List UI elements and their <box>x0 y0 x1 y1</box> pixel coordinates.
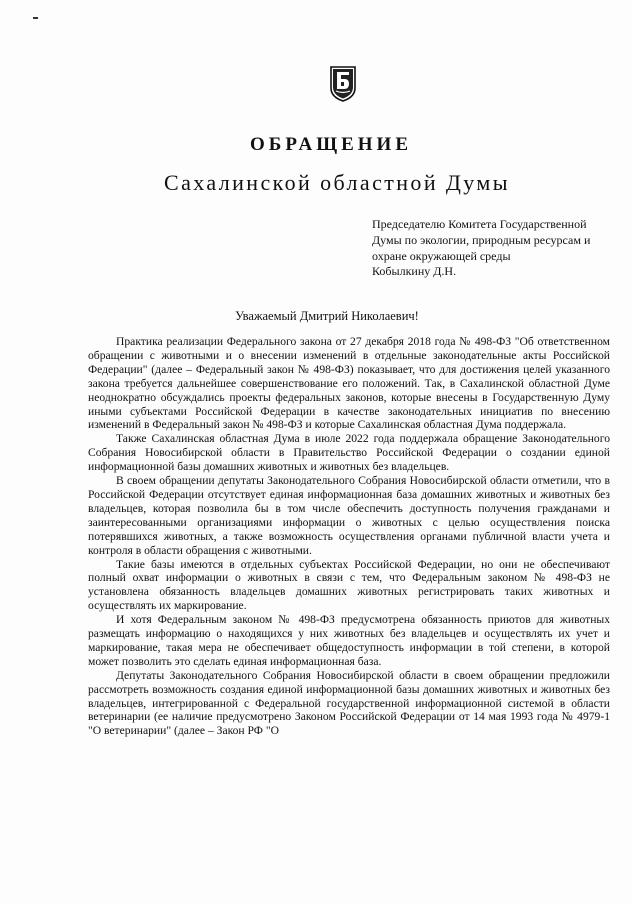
scan-mark <box>33 17 38 19</box>
paragraph: Практика реализации Федерального закона от 27 декабря 2018 года № 498-ФЗ "Об ответственном обращении с животными и о внесении изменений в отдельные законодательные акты Российской Федерации" (далее – Федеральный закон № 498-ФЗ) показывает, что для достижения целей указанного закона требуется дальнейшее совершенствование его положений. Так, в Сахалинской областной Думе неоднократно обсуждались проекты федеральных законов, которые внесены в Государственную Думу иными субъектами Российской Федерации в качестве законодательных инициатив по внесению изменений в Федеральный закон № 498-ФЗ и которые Сахалинская областная Дума поддержала. <box>88 335 610 432</box>
addressee-block <box>372 217 622 280</box>
paragraph: Также Сахалинская областная Дума в июле 2022 года поддержала обращение Законодательного Собрания Новосибирской области в Правительство Российской Федерации о создании единой информационной базы домашних животных и животных без владельцев. <box>88 432 610 474</box>
letter-body <box>88 335 610 738</box>
paragraph: Депутаты Законодательного Собрания Новосибирской области в своем обращении предложили рассмотреть возможность создания единой информационной базы домашних животных и животных без владельцев, интегрированной с Федеральной государственной информационной системой в области ветеринарии (ее наличие предусмотрено Законом Российской Федерации от 14 мая 1993 года № 4979-1 "О ветеринарии" (далее – Закон РФ "О <box>88 668 610 738</box>
paragraph: И хотя Федеральным законом № 498-ФЗ предусмотрена обязанность приютов для животных размещать информацию о находящихся у них животных без владельцев и осуществлять их учет и маркирование, такая мера не обеспечивает общедоступность информации в той степени, в которой может позволить это сделать единая информационная база. <box>88 613 610 668</box>
addressee-line: Думы по экологии, природным ресурсам и <box>372 232 591 247</box>
document-subtitle: Сахалинской областной Думы <box>164 170 510 195</box>
addressee-line: Кобылкину Д.Н. <box>372 264 457 279</box>
document-title: ОБРАЩЕНИЕ <box>249 134 412 155</box>
paragraph: В своем обращении депутаты Законодательного Собрания Новосибирской области отметили, что в Российской Федерации отсутствует единая информационная база домашних животных и животных без владельцев, которая позволила бы в том числе обеспечить доступность получения гражданами и заинтересованными организациями информации о животных с целью осуществления поиска потерявшихся животных, а также возможность осуществления органами публичной власти учета и контроля в области обращения с животными. <box>88 474 610 557</box>
addressee-line: охране окружающей среды <box>372 248 511 263</box>
addressee-line: Председателю Комитета Государственной <box>372 217 587 231</box>
salutation: Уважаемый Дмитрий Николаевич! <box>235 309 419 323</box>
paragraph: Такие базы имеются в отдельных субъектах Российской Федерации, но они не обеспечивают полный охват информации о животных в связи с тем, что Федеральным законом № 498-ФЗ не установлена обязанность владельцев домашних животных регистрировать таких животных и осуществлять их маркирование. <box>88 557 610 613</box>
coat-of-arms-icon <box>328 64 358 102</box>
